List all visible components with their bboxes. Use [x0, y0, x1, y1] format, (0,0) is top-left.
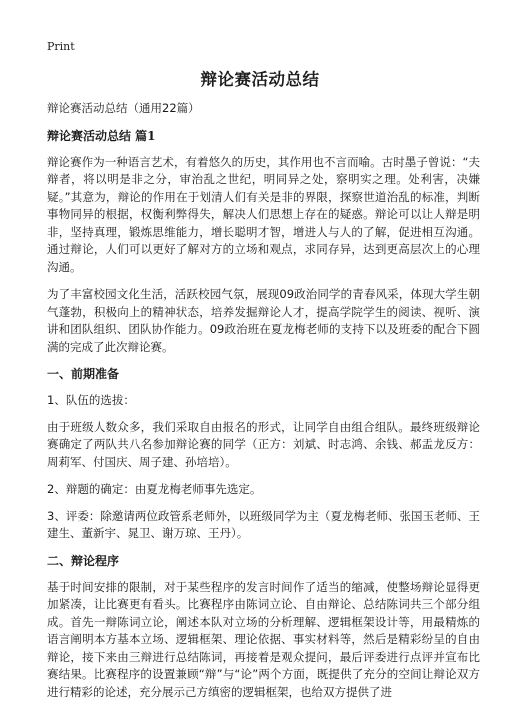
chapter-heading: 辩论赛活动总结 篇1	[47, 128, 156, 143]
section-heading-preparation: 一、前期准备	[47, 367, 120, 381]
section-heading-procedure: 二、辩论程序	[47, 553, 120, 568]
item-judges: 3、评委：除邀请两位政管系老师外，以班级同学为主（夏龙梅老师、张国玉老师、王建生、董新宇、晁卫、谢万琼、王丹）。	[47, 508, 480, 540]
document-body	[47, 100, 480, 710]
paragraph-intro: 辩论赛作为一种语言艺术，有着悠久的历史，其作用也不言而喻。古时墨子曾说：“夫辩者，将以明是非之分，审治乱之世纪，明同异之处，察明实之理。处利害，决嫌疑。”其意为，辩论的作用在于划清人们有关是非的界限，探察世道治乱的标准，判断事物同异的根据，权衡利弊得失，解决人们思想上存在的疑惑。辩论可以让人辩是明非，坚持真理，锻炼思维能力，增长聪明才智，增进人与人的了解，促进相互沟通。通过辩论，人们可以更好了解对方的立场和观点，求同存异，达到更高层次上的心理沟通。	[47, 154, 480, 274]
item-team-selection-text: 由于班级人数众多，我们采取自由报名的形式，让同学自由组合组队。最终班级辩论赛确定了两队共八名参加辩论赛的同学（正方：刘斌、时志鸿、余钱、郝盂龙反方：周莉军、付国庆、周子建、孙培培）。	[47, 419, 480, 469]
document-title: 辩论赛活动总结	[200, 70, 320, 89]
item-team-selection: 1、队伍的选拔：	[47, 393, 135, 407]
paragraph-background: 为了丰富校园文化生活，活跃校园气氛，展现09政治同学的青春风采，体现大学生朝气蓬勃，积极向上的精神状态，培养发掘辩论人才，提高学院学生的阅读、视听、演讲和团队组织、团队协作能力。09政治班在夏龙梅老师的支持下以及班委的配合下圆满的完成了此次辩论赛。	[47, 287, 480, 354]
paragraph-procedure: 基于时间安排的限制，对于某些程序的发言时间作了适当的缩减，使整场辩论显得更加紧凑，让比赛更有看头。比赛程序由陈词立论、自由辩论、总结陈词共三个部分组成。首先一辩陈词立论，阐述本队对立场的分析理解、逻辑框架设计等，用最精炼的语言阐明本方基本立场、逻辑框架、理论依据、事实材料等，然后是精彩纷呈的自由辩论，接下来由三辩进行总结陈词，再接着是观众提问，最后评委进行点评并宣布比赛结果。比赛程序的设置兼顾“辩”与“论”两个方面，既提供了充分的空间让辩论双方进行精彩的论述，充分展示己方缜密的逻辑框架，也给双方提供了进	[47, 579, 480, 699]
document-subtitle: 辩论赛活动总结（通用22篇）	[47, 101, 200, 115]
item-topic: 2、辩题的确定：由夏龙梅老师事先选定。	[47, 482, 262, 496]
print-label: Print	[47, 40, 75, 53]
